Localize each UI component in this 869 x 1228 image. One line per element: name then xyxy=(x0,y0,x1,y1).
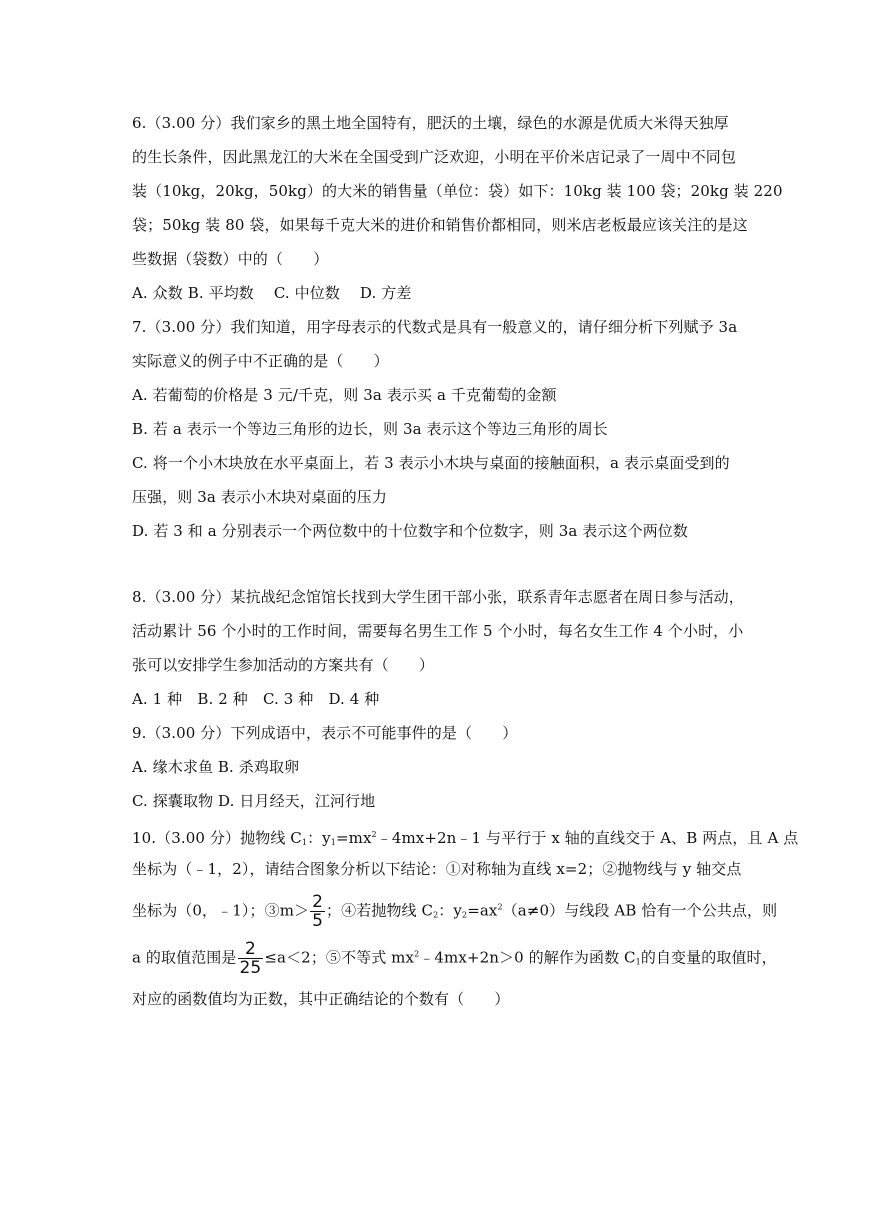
q6-line-5: 些数据（袋数）中的（ ） xyxy=(132,250,329,268)
q8-line-1: 8.（3.00 分）某抗战纪念馆馆长找到大学生团干部小张，联系青年志愿者在周日参与活动， xyxy=(132,588,744,606)
q7-line-2: 实际意义的例子中不正确的是（ ） xyxy=(132,352,389,370)
q8-line-3: 张可以安排学生参加活动的方案共有（ ） xyxy=(132,656,435,674)
q7-option-b: B. 若 a 表示一个等边三角形的边长，则 3a 表示这个等边三角形的周长 xyxy=(132,420,608,438)
q9-options-row-1: A. 缘木求鱼 B. 杀鸡取卵 xyxy=(132,758,300,776)
q10-line-2: 坐标为（﹣1，2），请结合图象分析以下结论：①对称轴为直线 x=2；②抛物线与 y 轴交点 xyxy=(132,860,742,878)
fraction-two-fifths: $\frac{2}{5}$ xyxy=(312,892,324,931)
q10-line-1: 10.（3.00 分）抛物线 $C_1$：$y_1=mx^2﹣4mx+2n﹣1$ 与平行于 x 轴的直线交于 A、B 两点，且 A 点 xyxy=(132,829,799,847)
q9-options-row-2: C. 探囊取物 D. 日月经天，江河行地 xyxy=(132,792,376,810)
q7-option-a: A. 若葡萄的价格是 3 元/千克，则 3a 表示买 a 千克葡萄的金额 xyxy=(132,386,557,404)
q10-line-5: 对应的函数值均为正数，其中正确结论的个数有（ ） xyxy=(132,990,510,1008)
q7-line-1: 7.（3.00 分）我们知道，用字母表示的代数式是具有一般意义的，请仔细分析下列赋予 3a xyxy=(132,318,738,336)
q6-line-1: 6.（3.00 分）我们家乡的黑土地全国特有，肥沃的土壤，绿色的水源是优质大米得天独厚 xyxy=(132,114,729,132)
fraction-two-twentyfifths: $\frac{2}{25}$ xyxy=(239,939,262,978)
q8-options: A. 1 种 B. 2 种 C. 3 种 D. 4 种 xyxy=(132,690,380,708)
q10-line-4: a 的取值范围是 $\frac{2}{25}$ ≤a＜2；⑤不等式 $mx^2﹣4mx+2n>0$ 的解作为函数 $C_1$的自变量的取值时， xyxy=(132,939,777,978)
q6-line-2: 的生长条件，因此黑龙江的大米在全国受到广泛欢迎，小明在平价米店记录了一周中不同包 xyxy=(132,148,737,166)
q7-option-c-line-1: C. 将一个小木块放在水平桌面上，若 3 表示小木块与桌面的接触面积，a 表示桌面受到的 xyxy=(132,454,730,472)
q10-line-3: 坐标为（0，﹣1）；③m＞ $\frac{2}{5}$ ；④若抛物线 $C_2$：$y_2=ax^2(a\ne 0)$与线段 AB 恰有一个公共点，则 xyxy=(132,892,778,931)
q9-line-1: 9.（3.00 分）下列成语中，表示不可能事件的是（ ） xyxy=(132,724,518,742)
q8-line-2: 活动累计 56 个小时的工作时间，需要每名男生工作 5 个小时，每名女生工作 4 个小时，小 xyxy=(132,622,744,640)
q6-line-4: 袋；50kg 装 80 袋，如果每千克大米的进价和销售价都相同，则米店老板最应该关注的是这 xyxy=(132,216,748,234)
q7-option-d: D. 若 3 和 a 分别表示一个两位数中的十位数字和个位数字，则 3a 表示这个两位数 xyxy=(132,522,689,540)
q7-option-c-line-2: 压强，则 3a 表示小木块对桌面的压力 xyxy=(132,488,387,506)
q6-line-3: 装（10kg，20kg，50kg）的大米的销售量（单位：袋）如下：10kg 装 100 袋；20kg 装 220 xyxy=(132,182,783,200)
q6-options: A. 众数 B. 平均数 C. 中位数 D. 方差 xyxy=(132,284,412,302)
